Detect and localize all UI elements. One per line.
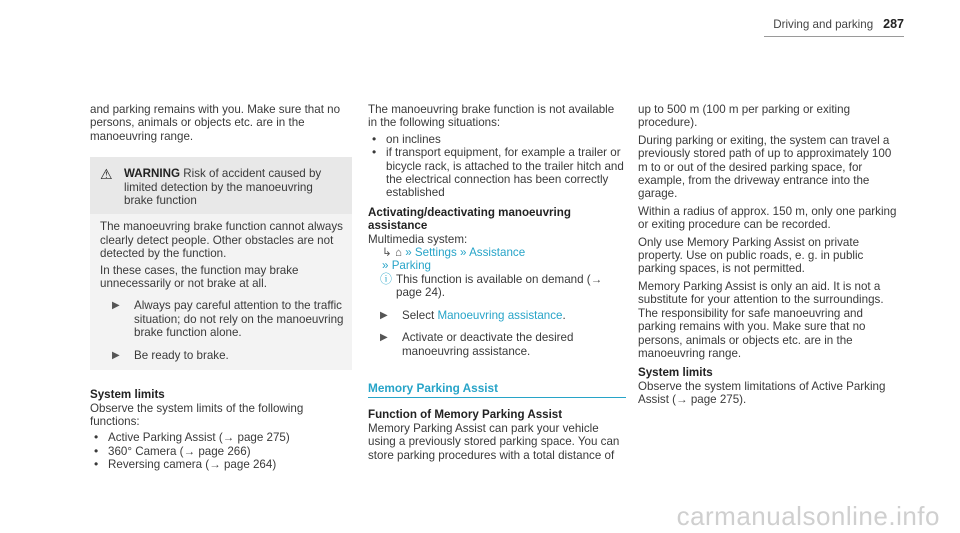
manoeuvring-assistance-link: Manoeuvring assistance: [437, 308, 563, 322]
limits-intro: Observe the system limits of the following functions:: [90, 401, 304, 428]
limits-heading: System limits: [90, 388, 165, 402]
paragraph: Within a radius of approx. 150 m, only one parking or exiting procedure can be recorded.: [638, 204, 897, 232]
header-rule: [764, 36, 904, 37]
bullet-icon: •: [94, 443, 99, 458]
warning-head-text: Risk of accident caused by limited detection by the manoeuvring brake function: [124, 167, 322, 208]
warning-p1: The manoeuvring brake function cannot always clearly detect people. Other obstacles are not detected by the function.: [100, 220, 343, 261]
column-3: [638, 103, 900, 407]
nav-path: [382, 246, 626, 273]
bullet-icon: •: [372, 131, 377, 146]
paragraph: Memory Parking Assist is only an aid. It is not a substitute for your attention to the surroundings. The responsibility for safe manoeuvring and parking remains with you. Make sure that no persons, animals or objects etc. are in the manoeuvring range.: [638, 279, 884, 360]
memory-parking-assist-title: Memory Parking Assist: [368, 382, 626, 398]
nav-arrow-icon: »: [405, 246, 412, 260]
situations-intro: The manoeuvring brake function is not available in the following situations:: [368, 103, 615, 130]
nav-arrow-icon: »: [382, 259, 389, 273]
return-arrow-icon: ↳: [382, 246, 392, 260]
list-item: • Reversing camera (→ page 264): [90, 458, 352, 471]
intro-text: and parking remains with you. Make sure that no persons, animals or objects etc. are in the manoeuvring range.: [90, 103, 341, 143]
warning-body: [90, 214, 352, 370]
instruction-step: ▶ Select Manoeuvring assistance.: [380, 308, 566, 322]
activation-heading: Activating/deactivating manoeuvring assistance: [368, 205, 571, 233]
situations-list: [368, 133, 626, 200]
list-item: • on inclines: [368, 133, 626, 146]
info-note: ⓘ This function is available on demand (→ page 24).: [380, 271, 603, 300]
step-arrow-icon: ▶: [380, 332, 388, 344]
warning-p2: In these cases, the function may brake unnecessarily or not brake at all.: [100, 263, 299, 291]
instruction-step: ▶ Activate or deactivate the desired manoeuvring assistance.: [380, 331, 574, 358]
warning-triangle-icon: ⚠: [100, 166, 113, 183]
multimedia-label: Multimedia system:: [368, 232, 468, 246]
limits-heading: System limits: [638, 366, 713, 380]
info-icon: ⓘ: [380, 271, 393, 286]
nav-parking: Parking: [391, 259, 431, 273]
paragraph: up to 500 m (100 m per parking or exiting procedure).: [638, 103, 851, 130]
warning-label: WARNING: [124, 167, 181, 181]
nav-assistance: Assistance: [469, 246, 526, 260]
limits-list: [90, 431, 352, 471]
step-arrow-icon: ▶: [112, 300, 120, 312]
paragraph: During parking or exiting, the system can travel a previously stored path of up to approximately 100 m to or out of the desired parking space, for example, from the driveway entrance into the garage.: [638, 133, 892, 201]
column-1: [90, 103, 352, 472]
bullet-icon: •: [94, 457, 99, 472]
warning-header: [90, 157, 352, 214]
bullet-icon: •: [372, 145, 377, 160]
limits-text: Observe the system limitations of Active Parking Assist (→ page 275).: [638, 379, 886, 407]
function-text: Memory Parking Assist can park your vehicle using a previously stored parking space. You can store parking procedures with a total distance of: [368, 421, 620, 462]
nav-settings: Settings: [414, 246, 457, 260]
running-header: [773, 18, 904, 31]
section-title: Driving and parking: [773, 18, 874, 31]
home-icon: ⌂: [394, 246, 402, 260]
page-number: 287: [883, 17, 904, 31]
column-2: [368, 103, 626, 462]
list-item: • if transport equipment, for example a trailer or bicycle rack, is attached to the trailer hitch and the electrical connection has been correctly established: [368, 146, 626, 200]
list-item: • 360° Camera (→ page 266): [90, 445, 352, 458]
list-item: • Active Parking Assist (→ page 275): [90, 431, 352, 444]
warning-step: ▶ Be ready to brake.: [112, 348, 229, 362]
nav-arrow-icon: »: [460, 246, 467, 260]
warning-box: [90, 157, 352, 370]
function-heading: Function of Memory Parking Assist: [368, 408, 563, 422]
step-arrow-icon: ▶: [380, 309, 388, 321]
watermark: carmanualsonline.info: [676, 500, 940, 531]
bullet-icon: •: [94, 430, 99, 445]
step-arrow-icon: ▶: [112, 349, 120, 361]
warning-step: ▶ Always pay careful attention to the traffic situation; do not rely on the manoeuvring brake function alone.: [112, 299, 344, 340]
paragraph: Only use Memory Parking Assist on private property. Use on public roads, e. g. in public parking spaces, is not permitted.: [638, 235, 864, 276]
